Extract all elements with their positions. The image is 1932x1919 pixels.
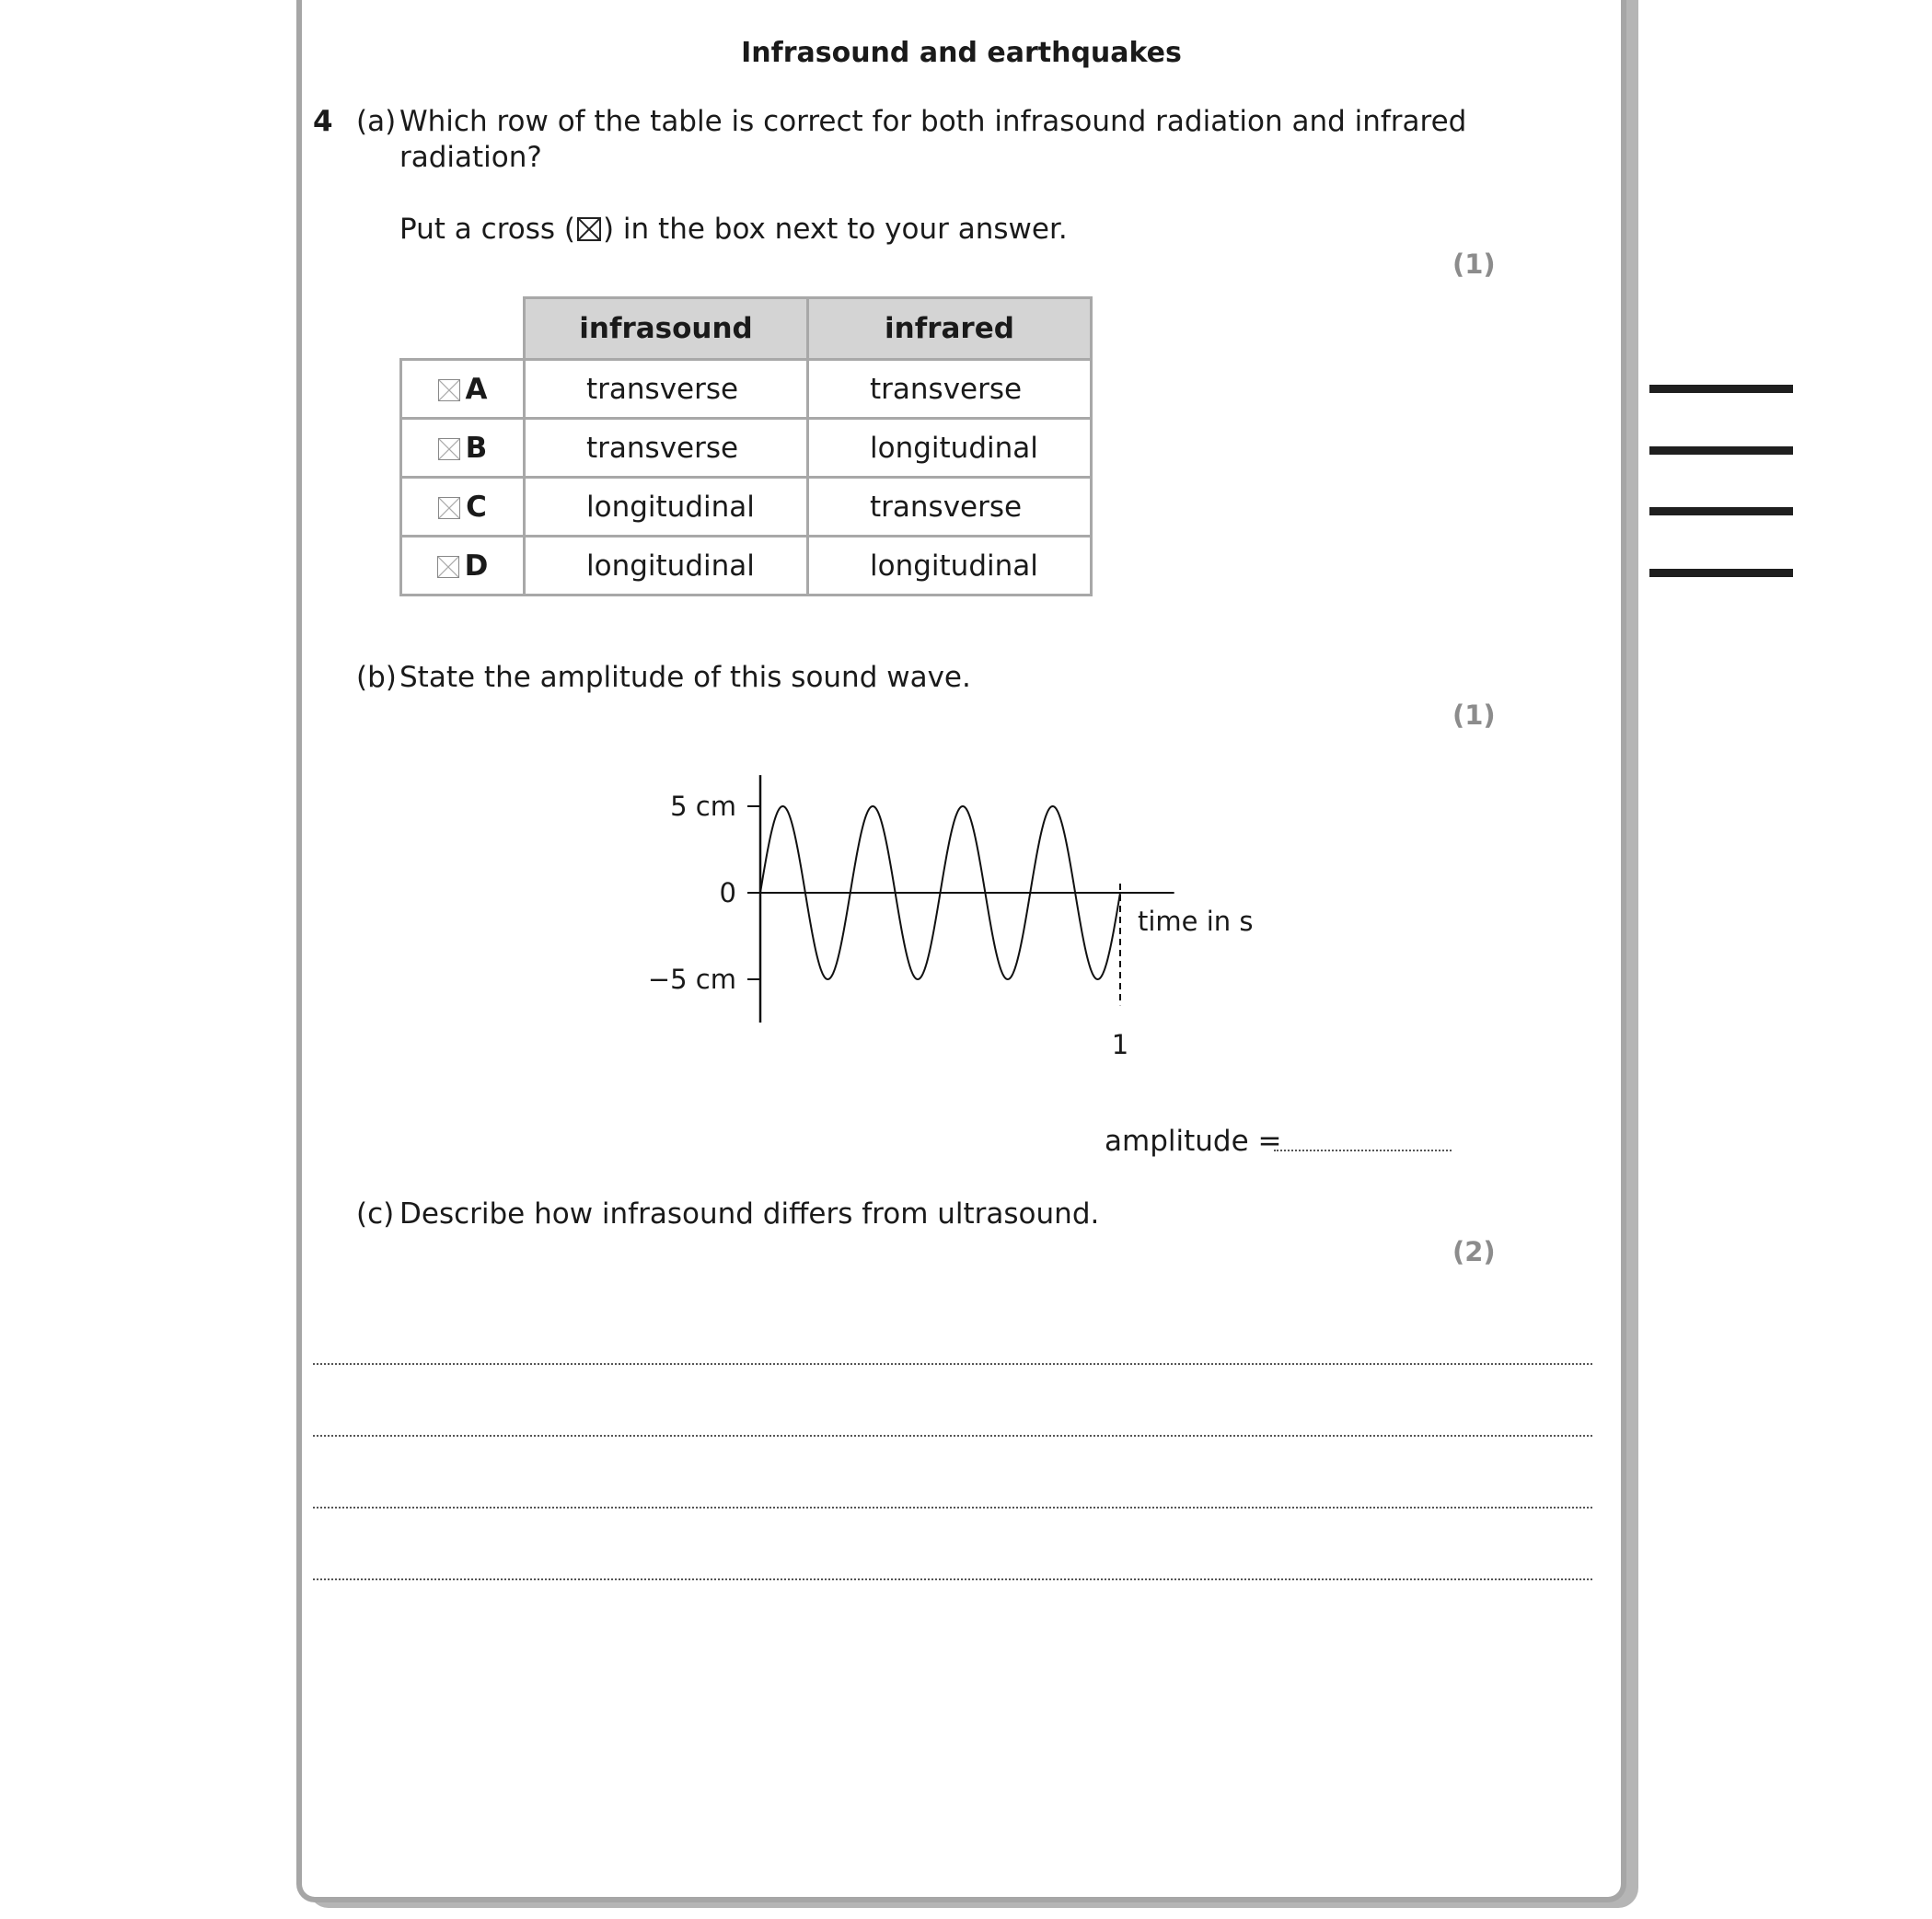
table-cell: longitudinal (808, 537, 1092, 595)
section-title: Infrasound and earthquakes (741, 37, 1182, 69)
part-c-question: Describe how infrasound differs from ultrasound. (399, 1197, 1100, 1231)
answer-checkbox-icon[interactable] (438, 379, 460, 401)
table-header-row (401, 298, 1092, 360)
crossed-box-icon (577, 217, 601, 241)
amplitude-label: amplitude = (1105, 1125, 1282, 1158)
option-letter: D (464, 549, 489, 583)
part-a-question-line2: radiation? (399, 141, 542, 174)
question-number: 4 (313, 105, 333, 138)
table-cell: transverse (808, 360, 1092, 419)
table-header-infrared: infrared (808, 298, 1092, 360)
part-c-label: (c) (356, 1197, 395, 1231)
part-b-label: (b) (356, 661, 397, 694)
answer-checkbox-icon[interactable] (438, 438, 460, 460)
margin-mark-bar (1649, 446, 1793, 455)
option-c-cell[interactable] (401, 478, 525, 537)
x-tick-label: 1 (1111, 1028, 1129, 1060)
answer-line[interactable] (313, 1578, 1592, 1580)
option-letter: B (465, 431, 488, 465)
table-cell: transverse (525, 419, 808, 478)
amplitude-answer-line[interactable] (1274, 1150, 1452, 1151)
table-row (401, 419, 1092, 478)
sound-wave-graph (626, 764, 1289, 1068)
part-a-marks: (1) (1452, 249, 1496, 280)
margin-mark-bar (1649, 569, 1793, 577)
answer-checkbox-icon[interactable] (438, 497, 460, 519)
answer-line[interactable] (313, 1363, 1592, 1365)
instruction-before: Put a cross ( (399, 213, 575, 246)
part-c-marks: (2) (1452, 1236, 1496, 1267)
y-tick-label: 5 cm (670, 791, 736, 822)
option-b-cell[interactable] (401, 419, 525, 478)
part-a-instruction (399, 213, 1068, 246)
instruction-after: ) in the box next to your answer. (602, 213, 1068, 246)
option-letter: C (466, 490, 487, 524)
table-cell: longitudinal (808, 419, 1092, 478)
table-header-infrasound: infrasound (525, 298, 808, 360)
y-tick-label: −5 cm (647, 964, 736, 995)
y-tick-label: 0 (719, 877, 736, 908)
table-cell: transverse (525, 360, 808, 419)
part-b-question: State the amplitude of this sound wave. (399, 661, 971, 694)
table-cell: longitudinal (525, 478, 808, 537)
table-row (401, 478, 1092, 537)
option-letter: A (465, 372, 488, 406)
table-cell: transverse (808, 478, 1092, 537)
x-axis-label: time in s (1138, 906, 1254, 937)
answer-checkbox-icon[interactable] (437, 556, 459, 578)
table-row (401, 537, 1092, 595)
table-cell: longitudinal (525, 537, 808, 595)
part-a-label: (a) (356, 105, 397, 138)
table-row (401, 360, 1092, 419)
answer-line[interactable] (313, 1507, 1592, 1509)
option-a-cell[interactable] (401, 360, 525, 419)
part-b-marks: (1) (1452, 699, 1496, 731)
margin-mark-bar (1649, 385, 1793, 393)
table-corner-cell (401, 298, 525, 360)
answer-line[interactable] (313, 1435, 1592, 1437)
part-a-question-line1: Which row of the table is correct for both infrasound radiation and infrared (399, 105, 1467, 138)
option-d-cell[interactable] (401, 537, 525, 595)
answer-table (399, 296, 1093, 596)
margin-mark-bar (1649, 507, 1793, 515)
